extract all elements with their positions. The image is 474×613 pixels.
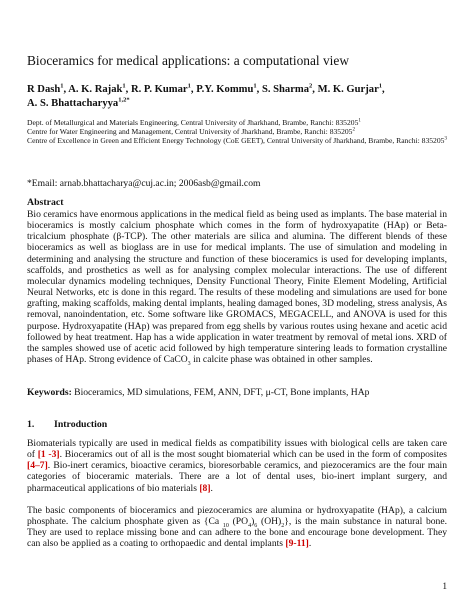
section-title: Introduction [54,419,108,430]
section-heading [27,419,107,431]
intro-paragraph-2: The basic components of bioceramics and piezoceramics are alumina or hydroxyapatite (HAp), a calcium phosphate. The calcium phosphate given as {Ca $_{10}$ $(PO_4)_6$ $(OH)_2$}, is the main substance in natural bone. They are used to replace missing bone and can adhere to the bone and encourage bone development. They can also be applied as a coating to orthopaedic and dental implants [9-11]. [27,505,448,550]
page-number: 1 [442,582,447,592]
citation-link[interactable]: [1 -3] [37,449,60,461]
keywords-label: Keywords: [27,387,72,398]
keywords-text: Bioceramics, MD simulations, FEM, ANN, DFT, μ-CT, Bone implants, HAp [71,387,370,398]
author: S. Sharma$^2$ [261,82,313,95]
author: A. S. Bhattacharyya$^{1,2*}$ [27,96,130,109]
author: A. K. Rajak$^1$ [68,82,126,95]
citation-link[interactable]: [4–7] [27,460,48,472]
author-list: R Dash$^1$, A. K. Rajak$^1$, R. P. Kumar$^1$, P.Y. Kommu$^1$, S. Sharma$^2$, M. K. Gurjar$^1$, A. S. Bhattacharyya$^{1,2*}$ [27,82,385,109]
corresponding-email[interactable]: *Email: arnab.bhattacharya@cuj.ac.in; 2006asb@gmail.com [27,178,261,189]
keywords [27,387,447,399]
citation-link[interactable]: [8] [199,482,211,494]
intro-paragraph-1: Biomaterials typically are used in medical fields as compatibility issues with biological cells are taken care of [1 -3]. Bioceramics out of all is the most sought biomaterial which can be used in the form of composites [4–7]. Bio-inert ceramics, bioactive ceramics, bioresorbable ceramics, and piezoceramics are the four main categories of bioceramic materials. There are a lot of dental uses, bio-inert implant surgery, and pharmaceutical applications of bio materials [8]. [27,438,447,494]
author: R Dash$^1$ [27,82,64,95]
section-number: 1. [27,419,35,430]
author: R. P. Kumar$^1$ [130,82,191,95]
abstract-heading: Abstract [27,197,64,208]
author: M. K. Gurjar$^1$ [317,82,383,95]
abstract-body: Bio ceramics have enormous applications in the medical field as being used as implants. The base material in bioceramics is mostly calcium phosphate which comes in the form of hydroxyapatite (HAp) or Beta-tricalcium phosphate (β-TCP). The other materials are silica and alumina. The different blends of these bioceramics as well as bioglass are in use for medical implants. The use of simulation and modeling in determining and analysing the structure and function of these bioceramics is used for developing implants, scaffolds, and prosthetics as well as for analysing complex molecular interactions. The use of different molecular dynamics modeling techniques, Density Functional Theory, Finite Element Modeling, Artificial Neural Networks, etc is done in this regard. The results of these modeling and simulations are used for bone grafting, making scaffolds, making dental implants, healing damaged bones, 3D modeling, stress analysis, As removal, nanoindentation, etc. Some software like GROMACS, MEGACELL, and ANOVA is used for this purpose. Hydroxyapatite (HAp) was prepared from egg shells by various routes using hexane and acetic acid followed by heat treatment. Hap has a wide application in water treatment by removal of metal ions. XRD of the samples showed use of acetic acid followed by high temperature sintering leads to formation crystalline phases of HAp. Strong evidence of CaCO$_3$ in calcite phase was obtained in other samples. [27,209,448,367]
paper-title: Bioceramics for medical applications: a computational view [27,53,350,68]
affiliation: Dept. of Metallurgical and Materials Engineering, Central University of Jharkhand, Brambe, Ranchi: 835205$^1$ [27,117,361,127]
affiliation: Centre of Excellence in Green and Efficient Energy Technology (CoE GEET), Central University of Jharkhand, Brambe, Ranchi: 835205$^3$ [27,135,448,146]
affiliation-list [27,118,447,146]
author: P.Y. Kommu$^1$ [196,82,257,95]
citation-link[interactable]: [9-11] [285,538,309,550]
affiliation: Centre for Water Engineering and Management, Central University of Jharkhand, Brambe, Ranchi: 835205$^2$ [27,126,356,137]
